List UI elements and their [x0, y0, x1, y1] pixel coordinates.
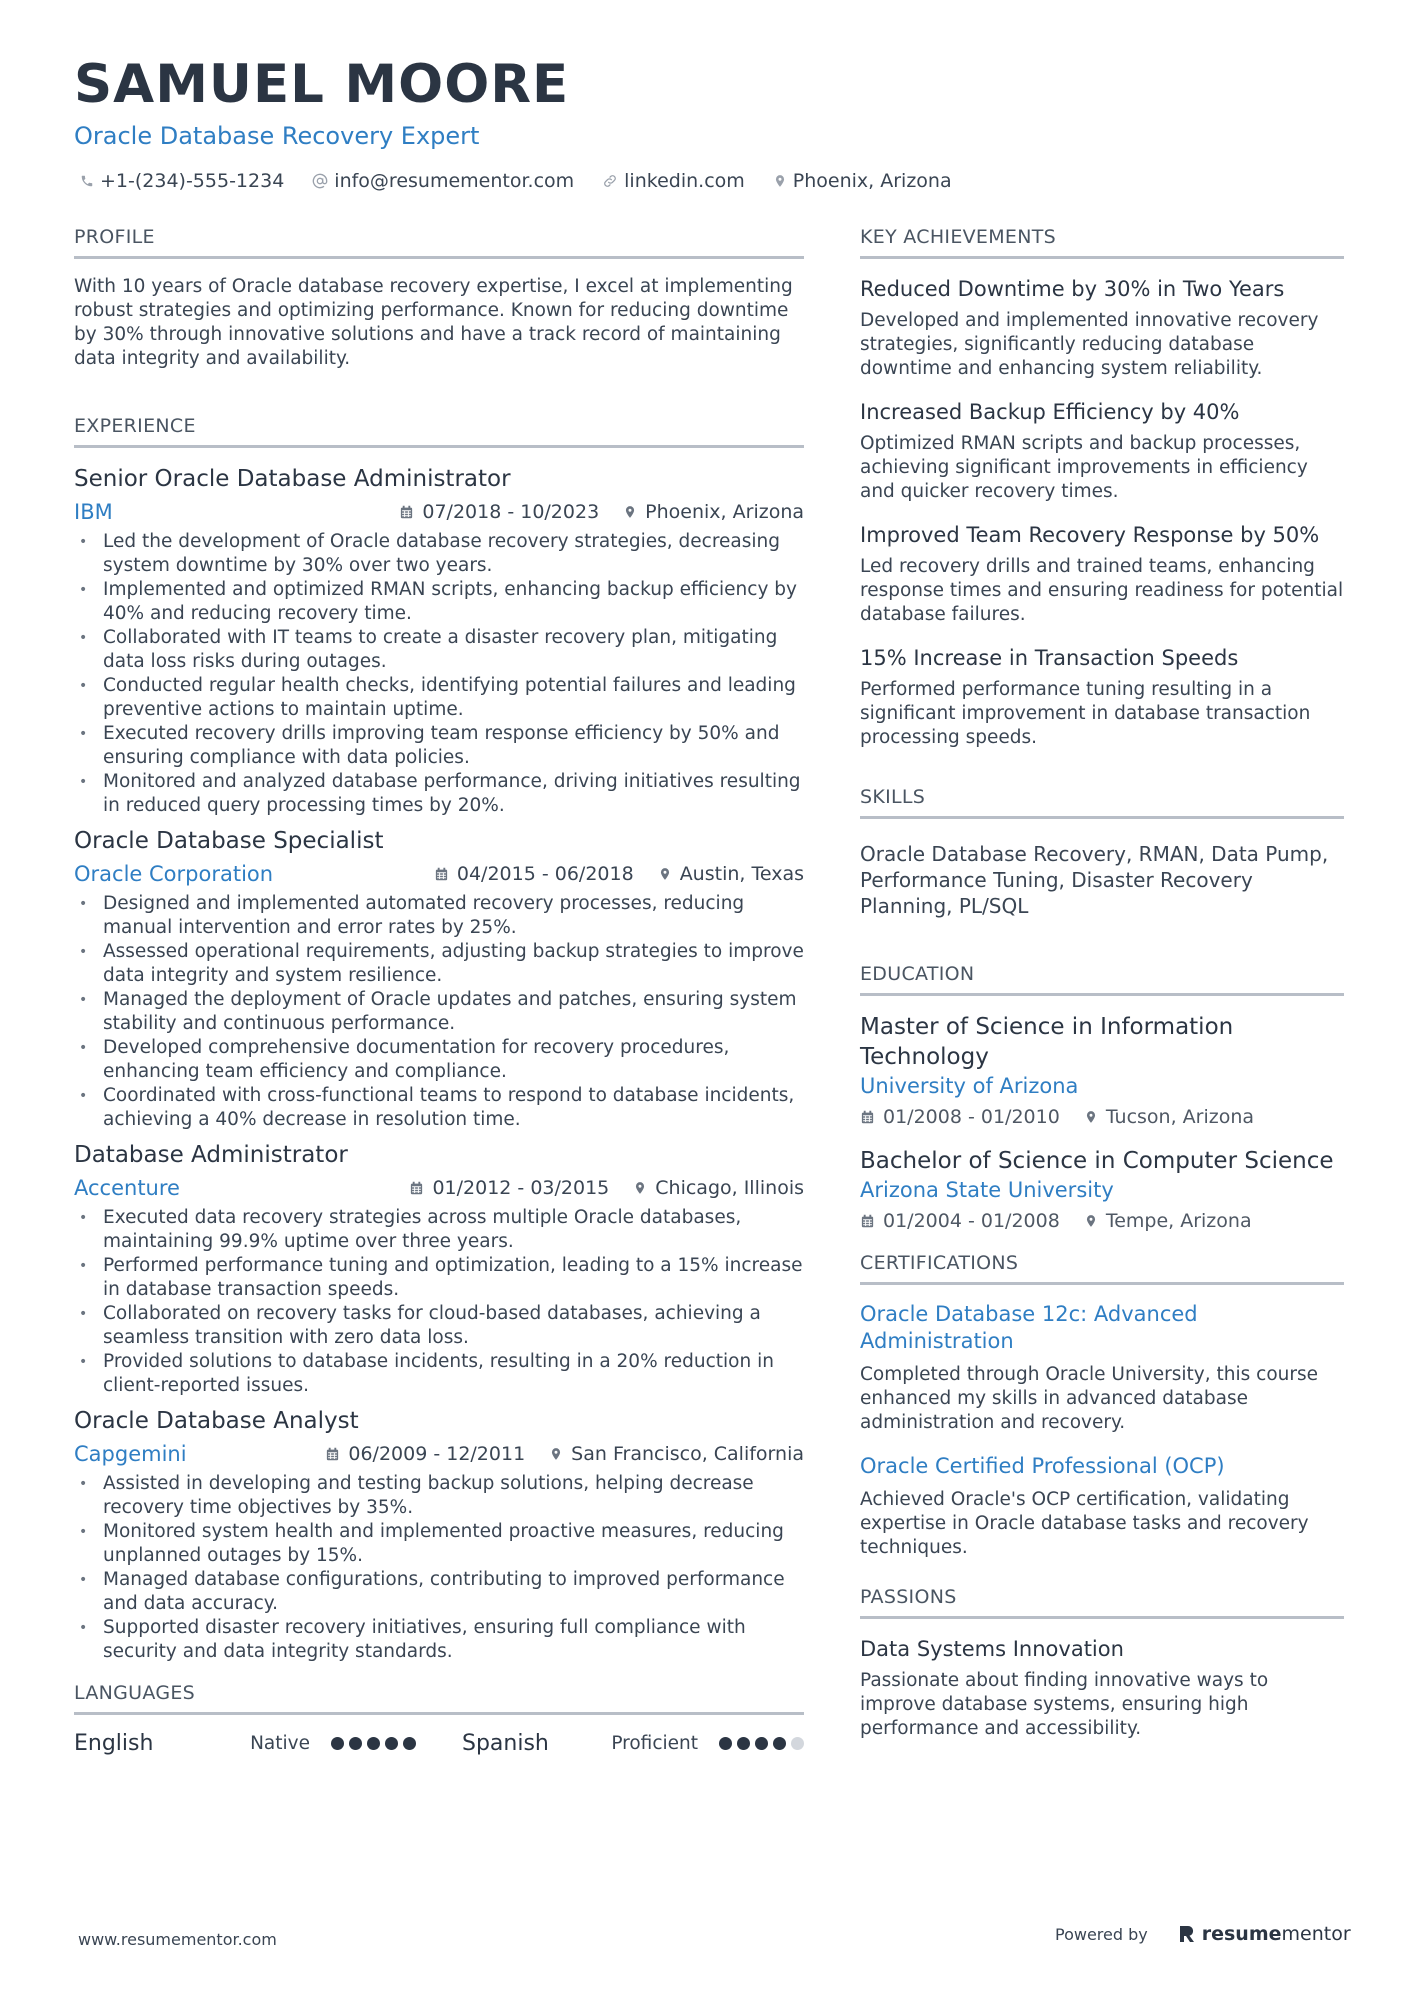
job-meta-right: [399, 501, 804, 523]
job-meta-right: [409, 1177, 804, 1199]
job-bullets: [74, 1206, 804, 1398]
job-bullet: • Collaborated on recovery tasks for cloud-based databases, achieving a seamless transition with zero data loss.: [74, 1302, 804, 1350]
job-bullet: • Assisted in developing and testing backup solutions, helping decrease recovery time objectives by 35%.: [74, 1472, 804, 1520]
language-proficiency: [611, 1733, 804, 1754]
job-location: [623, 501, 804, 523]
resumementor-logo-icon: [1178, 1924, 1196, 1944]
education-dates-text: 01/2004 - 01/2008: [883, 1210, 1060, 1232]
calendar-icon: [399, 504, 414, 520]
location-pin-icon: [1084, 1213, 1098, 1229]
languages-section: [74, 1682, 804, 1756]
brand-name-bold: mentor: [1281, 1923, 1351, 1945]
education-dates: [860, 1210, 1060, 1232]
job-bullet: • Performed performance tuning and optimization, leading to a 15% increase in database transaction speeds.: [74, 1254, 804, 1302]
job-dates: [325, 1443, 525, 1465]
job-bullets: [74, 530, 804, 818]
language-level: Native: [250, 1733, 310, 1754]
powered-by-label: Powered by: [1055, 1924, 1148, 1944]
job-location: [633, 1177, 804, 1199]
achievement-text: Optimized RMAN scripts and backup processes, achieving significant improvements in efficiency and quicker recovery times.: [860, 433, 1308, 502]
achievement-title: Improved Team Recovery Response by 50%: [860, 523, 1320, 547]
job-dates-text: 04/2015 - 06/2018: [456, 863, 634, 885]
left-column: [74, 226, 804, 1756]
job-location: [658, 863, 804, 885]
school-name: University of Arizona: [860, 1074, 1079, 1098]
skills-text: Oracle Database Recovery, RMAN, Data Pump, Performance Tuning, Disaster Recovery Planning, PL/SQL: [860, 842, 1329, 918]
contact-phone[interactable]: [80, 170, 284, 192]
passions-heading: PASSIONS: [860, 1586, 1344, 1619]
certification-text: Completed through Oracle University, this course enhanced my skills in advanced database administration and recovery.: [860, 1364, 1318, 1433]
passion-text: Passionate about finding innovative ways to improve database systems, ensuring high performance and accessibility.: [860, 1670, 1269, 1739]
job-meta: [74, 500, 804, 524]
language-level: Proficient: [611, 1733, 698, 1754]
rating-dot-filled: [331, 1737, 344, 1750]
achievement-title: 15% Increase in Transaction Speeds: [860, 646, 1239, 670]
job-bullet: • Executed data recovery strategies across multiple Oracle databases, maintaining 99.9% uptime over three years.: [74, 1206, 804, 1254]
certifications-section: [860, 1252, 1344, 1560]
job-location-text: Phoenix, Arizona: [645, 501, 804, 523]
location-pin-icon: [633, 1180, 647, 1196]
job-dates-text: 01/2012 - 03/2015: [432, 1177, 610, 1199]
calendar-icon: [860, 1109, 875, 1125]
company-name: Oracle Corporation: [74, 862, 274, 886]
job-bullet: • Coordinated with cross-functional teams to respond to database incidents, achieving a 40% decrease in resolution time.: [74, 1084, 804, 1132]
job-dates-text: 07/2018 - 10/2023: [422, 501, 600, 523]
job-meta-right: [434, 863, 804, 885]
right-column: [860, 226, 1344, 1760]
phone-icon: [80, 174, 94, 188]
job-title: Oracle Database Analyst: [74, 1408, 359, 1434]
contact-email[interactable]: [312, 170, 574, 192]
rating-dot-filled: [385, 1737, 398, 1750]
rating-dot-filled: [755, 1737, 768, 1750]
job-bullet: • Conducted regular health checks, identifying potential failures and leading preventive actions to maintain uptime.: [74, 674, 804, 722]
calendar-icon: [860, 1213, 875, 1229]
rating-dot-filled: [719, 1737, 732, 1750]
achievement-item: [860, 646, 1344, 750]
company-name: Accenture: [74, 1176, 180, 1200]
education-location-text: Tucson, Arizona: [1105, 1106, 1255, 1128]
job-bullet: • Designed and implemented automated recovery processes, reducing manual intervention and error rates by 25%.: [74, 892, 804, 940]
job-entry: [74, 1142, 804, 1398]
experience-heading: EXPERIENCE: [74, 415, 804, 448]
job-location-text: Chicago, Illinois: [655, 1177, 804, 1199]
job-title: Database Administrator: [74, 1142, 348, 1168]
job-bullets: [74, 892, 804, 1132]
job-dates: [399, 501, 599, 523]
at-icon: [312, 173, 328, 189]
job-bullet: • Managed database configurations, contributing to improved performance and data accuracy.: [74, 1568, 804, 1616]
certification-item: [860, 1301, 1344, 1435]
profile-text: With 10 years of Oracle database recovery expertise, I excel at implementing robust strategies and optimizing performance. Known for reducing downtime by 30% through innovative solutions and have a track record of maintaining data integrity and availability.: [74, 276, 793, 369]
job-bullet: • Collaborated with IT teams to create a disaster recovery plan, mitigating data loss risks during outages.: [74, 626, 804, 674]
certification-title: Oracle Database 12c: Advanced Administration: [860, 1302, 1198, 1353]
job-bullet: • Monitored and analyzed database performance, driving initiatives resulting in reduced query processing times by 20%.: [74, 770, 804, 818]
job-dates: [409, 1177, 609, 1199]
contact-location-text: Phoenix, Arizona: [792, 170, 952, 192]
job-meta: [74, 1442, 804, 1466]
achievement-text: Developed and implemented innovative recovery strategies, significantly reducing database downtime and enhancing system reliability.: [860, 310, 1319, 379]
passion-title: Data Systems Innovation: [860, 1637, 1124, 1661]
education-item: [860, 1012, 1344, 1128]
footer-website[interactable]: www.resumementor.com: [78, 1930, 277, 1949]
job-bullet: • Led the development of Oracle database recovery strategies, decreasing system downtime by 30% over two years.: [74, 530, 804, 578]
job-bullet: • Developed comprehensive documentation for recovery procedures, enhancing team efficiency and compliance.: [74, 1036, 804, 1084]
passion-item: [860, 1637, 1344, 1741]
location-pin-icon: [773, 173, 787, 189]
candidate-role: Oracle Database Recovery Expert: [74, 122, 480, 150]
education-dates-text: 01/2008 - 01/2010: [883, 1106, 1060, 1128]
passions-section: [860, 1586, 1344, 1741]
certification-text: Achieved Oracle's OCP certification, validating expertise in Oracle database tasks and recovery techniques.: [860, 1489, 1309, 1558]
education-meta: [860, 1106, 1344, 1128]
experience-section: [74, 415, 804, 1664]
skills-section: [860, 786, 1344, 919]
degree-title: Master of Science in Information Technology: [860, 1014, 1234, 1070]
job-bullet: • Monitored system health and implemented proactive measures, reducing unplanned outages by 15%.: [74, 1520, 804, 1568]
certifications-heading: CERTIFICATIONS: [860, 1252, 1344, 1285]
achievements-section: [860, 226, 1344, 750]
certification-item: [860, 1453, 1344, 1560]
education-heading: EDUCATION: [860, 963, 1344, 996]
job-bullet: • Supported disaster recovery initiatives, ensuring full compliance with security and data integrity standards.: [74, 1616, 804, 1664]
candidate-name: SAMUEL MOORE: [74, 54, 570, 115]
job-meta-right: [325, 1443, 804, 1465]
degree-title: Bachelor of Science in Computer Science: [860, 1148, 1334, 1174]
job-meta: [74, 1176, 804, 1200]
brand-name-light: resume: [1201, 1923, 1282, 1945]
job-bullet: • Managed the deployment of Oracle updates and patches, ensuring system stability and continuous performance.: [74, 988, 804, 1036]
job-bullets: [74, 1472, 804, 1664]
job-dates-text: 06/2009 - 12/2011: [348, 1443, 526, 1465]
job-bullet: • Executed recovery drills improving team response efficiency by 50% and ensuring compliance with data policies.: [74, 722, 804, 770]
language-name: Spanish: [462, 1731, 549, 1756]
rating-dot-filled: [349, 1737, 362, 1750]
rating-dots: [714, 1737, 804, 1750]
education-location: [1084, 1106, 1254, 1128]
contact-linkedin[interactable]: [602, 170, 745, 192]
contact-linkedin-text: linkedin.com: [624, 170, 745, 192]
language-name: English: [74, 1731, 154, 1756]
brand-logo: [1178, 1923, 1351, 1945]
calendar-icon: [325, 1446, 340, 1462]
contact-phone-text: +1-(234)-555-1234: [100, 170, 285, 192]
rating-dot-empty: [791, 1737, 804, 1750]
contact-location: [773, 170, 952, 192]
profile-heading: PROFILE: [74, 226, 804, 259]
job-entry: [74, 1408, 804, 1664]
achievements-heading: KEY ACHIEVEMENTS: [860, 226, 1344, 259]
footer-brand: [1055, 1923, 1351, 1945]
language-item: [462, 1731, 804, 1756]
company-name: Capgemini: [74, 1442, 187, 1466]
language-item: [74, 1731, 416, 1756]
job-location-text: Austin, Texas: [679, 863, 804, 885]
rating-dot-filled: [737, 1737, 750, 1750]
job-dates: [434, 863, 634, 885]
education-section: [860, 963, 1344, 1232]
job-bullet: • Assessed operational requirements, adjusting backup strategies to improve data integrity and system resilience.: [74, 940, 804, 988]
achievement-item: [860, 523, 1344, 627]
job-bullet: • Implemented and optimized RMAN scripts, enhancing backup efficiency by 40% and reducing recovery time.: [74, 578, 804, 626]
achievement-title: Increased Backup Efficiency by 40%: [860, 400, 1240, 424]
job-entry: [74, 828, 804, 1132]
languages-heading: LANGUAGES: [74, 1682, 804, 1715]
job-title: Senior Oracle Database Administrator: [74, 466, 511, 492]
language-proficiency: [250, 1733, 416, 1754]
education-item: [860, 1146, 1344, 1232]
contact-email-text: info@resumementor.com: [334, 170, 575, 192]
profile-section: [74, 226, 804, 371]
company-name: IBM: [74, 500, 113, 524]
achievement-text: Performed performance tuning resulting in a significant improvement in database transaction processing speeds.: [860, 679, 1311, 748]
contact-bar: [80, 170, 980, 192]
location-pin-icon: [1084, 1109, 1098, 1125]
location-pin-icon: [549, 1446, 563, 1462]
skills-heading: SKILLS: [860, 786, 1344, 819]
job-location: [549, 1443, 804, 1465]
education-dates: [860, 1106, 1060, 1128]
education-meta: [860, 1210, 1344, 1232]
job-entry: [74, 466, 804, 818]
rating-dot-filled: [367, 1737, 380, 1750]
calendar-icon: [434, 866, 449, 882]
job-location-text: San Francisco, California: [571, 1443, 804, 1465]
education-location: [1084, 1210, 1252, 1232]
link-icon: [602, 173, 618, 189]
calendar-icon: [409, 1180, 424, 1196]
certification-title: Oracle Certified Professional (OCP): [860, 1454, 1225, 1478]
achievement-item: [860, 400, 1344, 504]
achievement-title: Reduced Downtime by 30% in Two Years: [860, 277, 1285, 301]
rating-dot-filled: [403, 1737, 416, 1750]
location-pin-icon: [658, 866, 672, 882]
job-bullet: • Provided solutions to database incidents, resulting in a 20% reduction in client-reported issues.: [74, 1350, 804, 1398]
location-pin-icon: [623, 504, 637, 520]
job-title: Oracle Database Specialist: [74, 828, 384, 854]
achievement-text: Led recovery drills and trained teams, enhancing response times and ensuring readiness for potential database failures.: [860, 556, 1344, 625]
education-location-text: Tempe, Arizona: [1105, 1210, 1252, 1232]
languages-row: [74, 1731, 804, 1756]
rating-dots: [326, 1737, 416, 1750]
achievement-item: [860, 277, 1344, 381]
job-meta: [74, 862, 804, 886]
rating-dot-filled: [773, 1737, 786, 1750]
school-name: Arizona State University: [860, 1178, 1114, 1202]
